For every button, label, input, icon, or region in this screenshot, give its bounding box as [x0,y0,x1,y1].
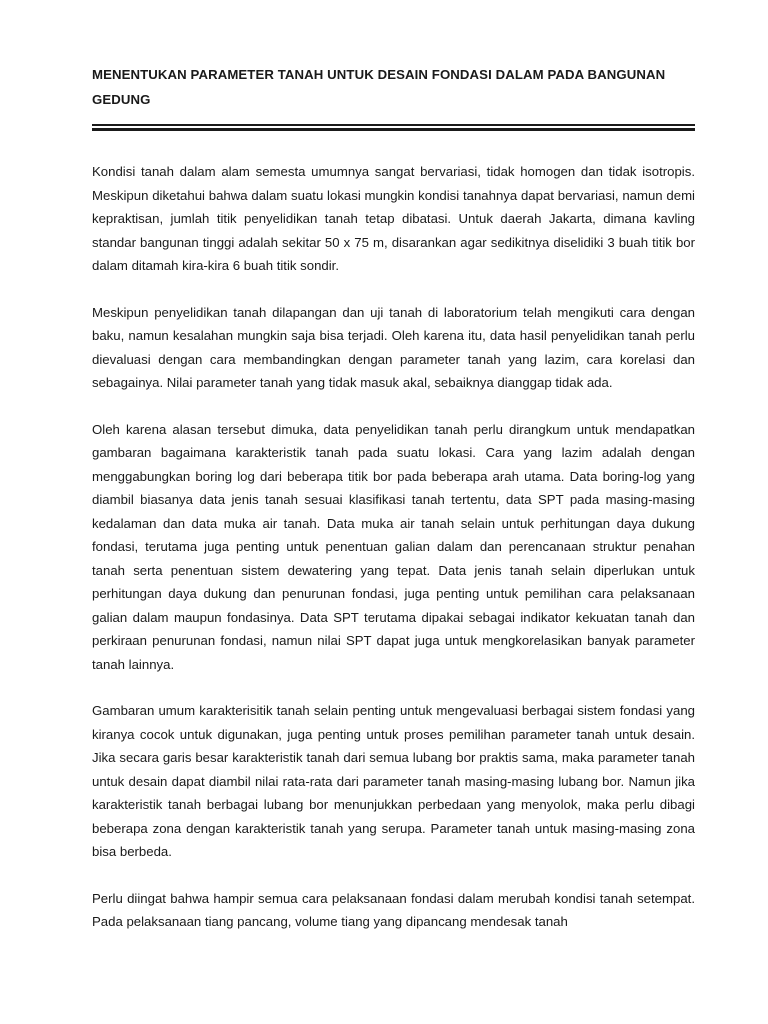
document-body [92,160,695,934]
paragraph-5: Perlu diingat bahwa hampir semua cara pelaksanaan fondasi dalam merubah kondisi tanah setempat. Pada pelaksanaan tiang pancang, volume tiang yang dipancang mendesak tanah [92,890,695,929]
paragraph-2: Meskipun penyelidikan tanah dilapangan dan uji tanah di laboratorium telah mengikuti cara dengan baku, namun kesalahan mungkin saja bisa terjadi. Oleh karena itu, data hasil penyelidikan tanah perlu dievaluasi dengan cara membandingkan dengan parameter tanah yang lazim, cara korelasi dan sebagainya. Nilai parameter tanah yang tidak masuk akal, sebaiknya dianggap tidak ada. [92,304,695,390]
title-double-rule [92,124,695,131]
paragraph-1: Kondisi tanah dalam alam semesta umumnya sangat bervariasi, tidak homogen dan tidak isotropis. Meskipun diketahui bahwa dalam suatu lokasi mungkin kondisi tanahnya dapat bervariasi, namun demi kepraktisan, jumlah titik penyelidikan tanah tetap dibatasi. Untuk daerah Jakarta, dimana kavling standar bangunan tinggi adalah sekitar 50 x 75 m, disarankan agar sedikitnya diselidiki 3 buah titik bor dalam ditamah kira-kira 6 buah titik sondir. [92,164,695,273]
paragraph-4: Gambaran umum karakterisitik tanah selain penting untuk mengevaluasi berbagai sistem fondasi yang kiranya cocok untuk digunakan, juga penting untuk proses pemilihan parameter tanah untuk desain. Jika secara garis besar karakteristik tanah dari semua lubang bor praktis sama, maka parameter tanah untuk desain dapat diambil nilai rata-rata dari parameter tanah masing-masing lubang bor. Namun jika karakteristik tanah berbagai lubang bor menunjukkan perbedaan yang menyolok, maka perlu dibagi beberapa zona dengan karakteristik tanah yang serupa. Parameter tanah untuk masing-masing zona bisa berbeda. [92,703,695,859]
document-title: MENENTUKAN PARAMETER TANAH UNTUK DESAIN FONDASI DALAM PADA BANGUNAN GEDUNG [92,67,666,107]
document-content [92,62,695,957]
paragraph-3: Oleh karena alasan tersebut dimuka, data penyelidikan tanah perlu dirangkum untuk mendapatkan gambaran bagaimana karakteristik tanah pada suatu lokasi. Cara yang lazim adalah dengan menggabungkan boring log dari beberapa titik bor pada beberapa arah utama. Data boring-log yang diambil biasanya data jenis tanah sesuai klasifikasi tanah tertentu, data SPT pada masing-masing kedalaman dan data muka air tanah. Data muka air tanah selain untuk perhitungan daya dukung fondasi, terutama juga penting untuk penentuan galian dalam dan perencanaan struktur penahan tanah serta penentuan sistem dewatering yang tepat. Data jenis tanah selain diperlukan untuk perhitungan daya dukung dan penurunan fondasi, juga penting untuk pemilihan cara pelaksanaan galian dalam maupun fondasinya. Data SPT terutama dipakai sebagai indikator kekuatan tanah dan perkiraan penurunan fondasi, namun nilai SPT dapat juga untuk mengkorelasikan banyak parameter tanah lainnya. [92,421,695,672]
